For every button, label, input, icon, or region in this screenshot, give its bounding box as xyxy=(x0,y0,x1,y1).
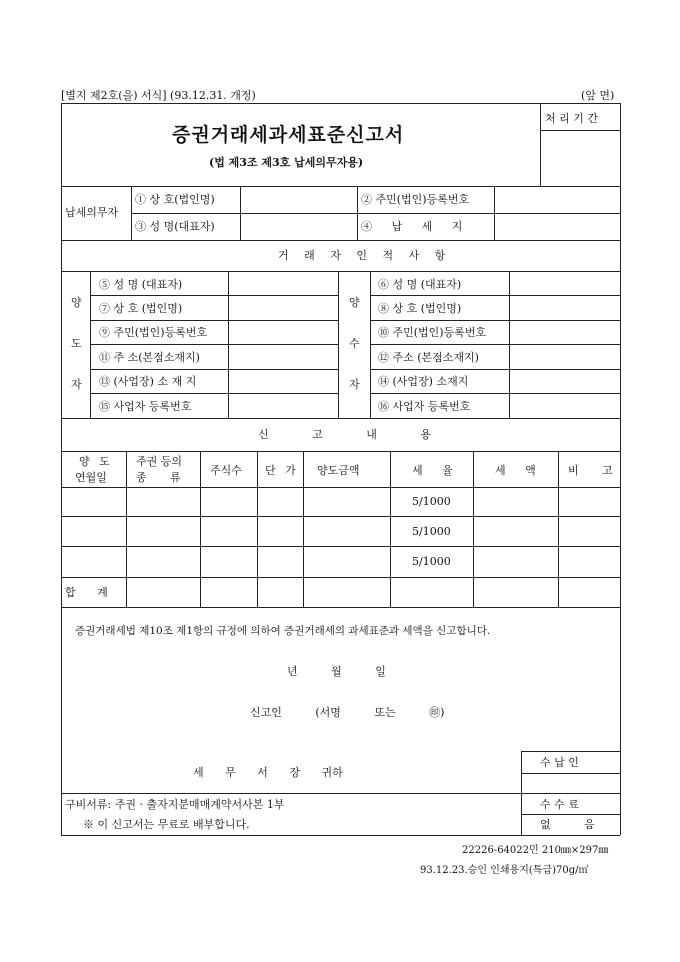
report-total-line xyxy=(61,607,620,608)
report-row-line xyxy=(61,577,620,578)
column-header-share-count: 주식수 xyxy=(210,464,242,477)
tax-rate-cell: 5/1000 xyxy=(412,495,451,508)
report-col-line xyxy=(390,451,391,607)
parties-row-line xyxy=(370,295,620,296)
payee-label-line xyxy=(521,773,620,774)
taxpayer-col2 xyxy=(240,186,241,240)
buyer-label-char: 양 xyxy=(349,296,360,309)
taxpayer-col1 xyxy=(131,186,132,240)
print-code: 22226-64022민 210㎜×297㎜ xyxy=(462,845,609,856)
report-col-line xyxy=(473,451,474,607)
border-left xyxy=(61,103,62,835)
seller-field-label: ⑨ 주민(법인)등록번호 xyxy=(99,326,208,339)
parties-row-line xyxy=(370,369,620,370)
report-header-line xyxy=(61,487,620,488)
free-distribution-note: ※ 이 신고서는 무료로 배부합니다. xyxy=(83,818,250,831)
border-right xyxy=(620,103,621,835)
report-col-line xyxy=(558,451,559,607)
buyer-label-char: 수 xyxy=(349,337,360,350)
total-label: 합 계 xyxy=(65,586,108,599)
attachments-note: 구비서류: 주권 · 출자지분매매계약서사본 1부 xyxy=(65,798,285,811)
seller-field-label: ⑪ 주 소(본점소재지) xyxy=(99,351,200,364)
report-title-line xyxy=(61,451,620,452)
column-header-tax-amount: 세 액 xyxy=(495,464,536,477)
declaration-statement: 증권거래세법 제10조 제1항의 규정에 의하여 증권거래세의 과세표준과 세액을 신고합니다. xyxy=(75,625,491,637)
report-col-line xyxy=(303,451,304,607)
parties-title-line xyxy=(61,271,620,272)
tax-rate-cell: 5/1000 xyxy=(412,555,451,568)
buyer-field-label: ⑥ 성 명 (대표자) xyxy=(378,278,462,291)
form-number: [별지 제2호(을) 서식] (93.12.31. 개정) xyxy=(61,89,256,102)
border-bottom xyxy=(61,835,620,836)
taxpayer-mid-line xyxy=(131,213,620,214)
seller-field-label: ⑤ 성 명 (대표자) xyxy=(99,278,183,291)
column-header-stock-type: 주권 등의 xyxy=(136,455,183,468)
column-header-transfer-date: 양 도 xyxy=(79,455,110,468)
parties-row-line xyxy=(90,369,338,370)
buyer-label-char: 자 xyxy=(349,378,360,391)
column-header-tax-rate: 세 율 xyxy=(412,464,453,477)
parties-row-line xyxy=(90,344,338,345)
form-title: 증권거래세과세표준신고서 xyxy=(172,124,405,146)
taxpayer-col4 xyxy=(494,186,495,240)
taxpayer-label: 납세의무자 xyxy=(65,206,119,219)
report-row-line xyxy=(61,516,620,517)
parties-row-line xyxy=(90,393,338,394)
fee-label: 수 수 료 xyxy=(540,798,579,811)
parties-row-line xyxy=(90,320,338,321)
trade-name-label: ① 상 호(법인명) xyxy=(135,193,215,206)
tax-office-addressee: 세 무 서 장 귀하 xyxy=(193,766,343,779)
border-top xyxy=(61,103,620,104)
registration-number-label: ② 주민(법인)등록번호 xyxy=(361,193,470,206)
processing-period-label: 처 리 기 간 xyxy=(545,112,598,125)
page-side-label: (앞 면) xyxy=(581,89,615,102)
seller-field-label: ⑮ 사업자 등록번호 xyxy=(99,400,192,413)
parties-middle-col xyxy=(338,271,339,418)
processing-divider xyxy=(540,103,541,186)
payee-label: 수 납 인 xyxy=(540,756,579,769)
parties-row-line xyxy=(370,393,620,394)
parties-row-line xyxy=(90,295,338,296)
buyer-field-label: ⑭ (사업장) 소재지 xyxy=(378,375,469,388)
parties-row-line xyxy=(370,344,620,345)
seller-field-label: ⑬ (사업장) 소 재 지 xyxy=(99,375,197,388)
buyer-field-label: ⑩ 주민(법인)등록번호 xyxy=(378,326,487,339)
column-header-unit-price: 단 가 xyxy=(265,464,296,477)
representative-name-label: ③ 성 명(대표자) xyxy=(135,220,215,233)
tax-rate-cell: 5/1000 xyxy=(412,525,451,538)
processing-line xyxy=(540,130,620,131)
parties-section-title: 거 래 자 인 적 사 항 xyxy=(278,249,452,262)
declarant-line: 신고인 (서명 또는 ㊞) xyxy=(250,706,445,719)
declaration-date: 년 월 일 xyxy=(287,665,386,678)
seller-label-char: 양 xyxy=(71,296,82,309)
report-row-line xyxy=(61,546,620,547)
report-col-line xyxy=(257,451,258,607)
paper-approval: 93.12.23.승인 인쇄용지(특급)70g/㎡ xyxy=(420,865,589,876)
buyer-field-label: ⑧ 상 호 (법인명) xyxy=(378,302,462,315)
seller-field-label: ⑦ 상 호 (법인명) xyxy=(99,302,183,315)
taxpayer-col3 xyxy=(357,186,358,240)
fee-value: 없 음 xyxy=(540,818,595,831)
report-col-line xyxy=(126,451,127,607)
column-header-remarks: 비 고 xyxy=(568,464,613,477)
form-subtitle: (법 제3조 제3호 납세의무자용) xyxy=(209,156,364,169)
taxpayer-top-line xyxy=(61,186,620,187)
seller-label-char: 도 xyxy=(71,337,82,350)
buyer-field-label: ⑯ 사업자 등록번호 xyxy=(378,400,471,413)
report-section-title: 신 고 내 용 xyxy=(258,428,431,441)
seller-label-char: 자 xyxy=(71,378,82,391)
column-header-transfer-amount: 양도금액 xyxy=(317,464,360,477)
fee-line xyxy=(521,814,620,815)
column-header-transfer-date: 연월일 xyxy=(75,471,107,484)
column-header-stock-type: 종 류 xyxy=(136,471,181,484)
parties-bottom-line xyxy=(61,418,620,419)
buyer-field-label: ⑫ 주소 (본점소재지) xyxy=(378,351,479,364)
taxpayer-bottom-line xyxy=(61,240,620,241)
tax-place-label: ④ 납 세 지 xyxy=(361,220,463,233)
payee-top-line xyxy=(521,751,620,752)
footer-top-line xyxy=(61,793,620,794)
report-col-line xyxy=(200,451,201,607)
parties-row-line xyxy=(370,320,620,321)
